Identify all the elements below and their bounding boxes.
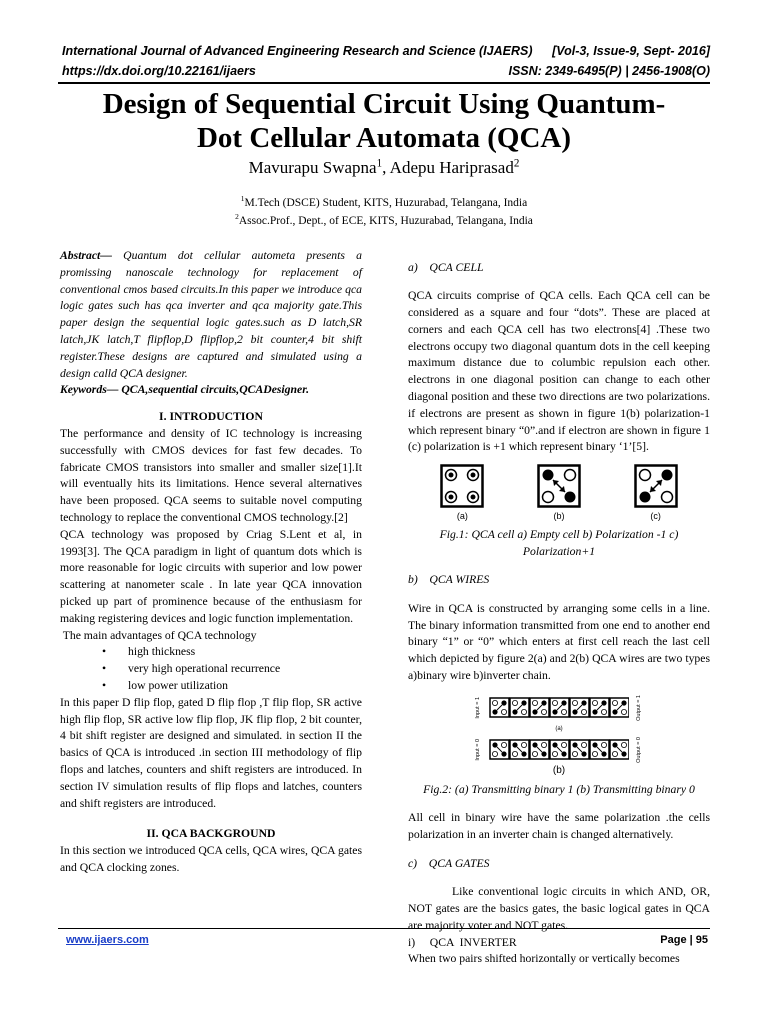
output-1-label: Output = 1: [636, 694, 642, 721]
author-2-sup: 2: [513, 157, 520, 170]
left-column: [60, 248, 362, 877]
qca-cell: [530, 698, 549, 717]
wire-a-cells: [489, 697, 629, 719]
list-item: • low power utilization: [102, 678, 362, 695]
journal-header: [62, 44, 710, 58]
input-0-label: Input = 0: [475, 739, 482, 762]
subsection-a-heading: a) QCA CELL: [408, 260, 484, 274]
affil-2-sup: 2: [235, 212, 239, 222]
fig1-label-c: (c): [650, 511, 661, 522]
qca-cell: [550, 698, 569, 717]
list-item: • very high operational recurrence: [102, 661, 362, 678]
footer-rule: [58, 928, 710, 929]
affil-2-text: Assoc.Prof., Dept., of ECE, KITS, Huzurabad, Telangana, India: [238, 215, 533, 227]
list-item: • high thickness: [102, 644, 362, 661]
journal-volume: [Vol-3, Issue-9, Sept- 2016]: [552, 44, 710, 58]
qca-cell: [490, 740, 509, 759]
title-line-2: Dot Cellular Automata (QCA): [196, 122, 571, 154]
authors: [40, 158, 728, 178]
empty-cell-diagram: [440, 464, 484, 508]
qca-gates-text: Like conventional logic circuits in which AND, OR, NOT gates are the basics gates, the basic logical gates in QCA are majority voter and NOT gates.: [408, 885, 710, 932]
binary-wire-0: [468, 737, 650, 763]
author-2: Adepu Hariprasad: [389, 158, 514, 177]
journal-subheader: [62, 64, 710, 78]
header-rule: [58, 82, 710, 84]
affil-1-sup: 1: [240, 194, 245, 204]
intro-paragraph-3: In this paper D flip flop, gated D flip flop ,T flip flop, SR active high flip flop, SR active low flip flop, JK flip flop, 2 bit counter, 4 bit shift register are designed and simulated. in section II the basics of QCA is introduced .in section III methodology of flip flops and latches, counters and shift registers are introduced. In section IV simulation results of flip flops and latches, counters and shift registers are introduced.: [60, 695, 362, 810]
qca-inverter-text: When two pairs shifted horizontally or vertically becomes: [408, 952, 680, 966]
website-link[interactable]: www.ijaers.com: [66, 934, 149, 946]
abstract-label: Abstract—: [60, 249, 112, 262]
doi-link[interactable]: https://dx.doi.org/10.22161/ijaers: [62, 64, 256, 78]
section-1-heading: I. INTRODUCTION: [159, 410, 263, 424]
journal-name: International Journal of Advanced Engineering Research and Science (IJAERS): [62, 44, 533, 58]
qca-cell: [570, 740, 589, 759]
binary-wire-1: [468, 695, 650, 721]
qca-cell: [570, 698, 589, 717]
qca-cell: [590, 740, 609, 759]
author-1-sup: 1: [376, 157, 383, 170]
figure-1-caption: Fig.1: QCA cell a) Empty cell b) Polarization -1 c) Polarization+1: [439, 527, 679, 558]
subsection-c-heading: c) QCA GATES: [408, 856, 490, 870]
advantages-list: [60, 644, 362, 694]
section-2-heading: II. QCA BACKGROUND: [146, 827, 276, 841]
qca-wires-text-2: All cell in binary wire have the same polarization .the cells polarization in an inverter chain is changed alternatively.: [408, 811, 710, 842]
qca-cell: [610, 740, 629, 759]
qca-cell: [490, 698, 509, 717]
intro-paragraph-1: The performance and density of IC technology is increasing successfully with CMOS devices for fast few decades. To fabricate CMOS transistors into smaller and smaller size[1].It will eventually hits its limitations. Hence several alternatives have been proposed. QCA seems to suitable novel computing technology to replace the conventional CMOS technology.[2]: [60, 426, 362, 524]
qca-cell-empty: [440, 464, 484, 525]
intro-paragraph-2: QCA technology was proposed by Criag S.Lent et al, in 1993[3]. The QCA paradigm in light of quantum dots which is more reasonable for logic circuits with superior and low power scattering at nanometer scale . In late year QCA innovation picked up part of prominence because of the enthusiasm for making registering devices and logic function implementation.: [60, 527, 362, 625]
qca-cell-polarization-minus: [537, 464, 581, 525]
issn: ISSN: 2349-6495(P) | 2456-1908(O): [508, 64, 710, 78]
qca-cell: [510, 740, 529, 759]
advantages-intro: The main advantages of QCA technology: [60, 628, 257, 642]
right-column: [408, 248, 710, 968]
polarization-plus-diagram: [634, 464, 678, 508]
qca-cell-text: QCA circuits comprise of QCA cells. Each QCA cell can be considered as a square and four “dots”. These are placed at corners and each QCA cell has two electrons[4] .These two electrons occupy two diagonal quantum dots in the cell keeping maximum distance due to columbic repulsion each other. electrons in one diagonal position can change to each other diagonal position and these two directions are two polarizations. if electrons are present as shown in figure 1(b) polarization-1 which represent binary “0”.and if electron are shown in figure 1 (c) polarization is +1 which represent binary ‘1’[5].: [408, 289, 710, 454]
author-1: Mavurapu Swapna: [248, 158, 377, 177]
output-0-label: Output = 0: [636, 737, 642, 764]
fig1-label-a: (a): [456, 511, 468, 522]
qca-cell: [530, 740, 549, 759]
subsection-c-i-heading: i) QCA INVERTER: [408, 935, 517, 949]
abstract: [60, 248, 362, 382]
qca-cell: [610, 698, 629, 717]
subsection-b-heading: b) QCA WIRES: [408, 573, 490, 587]
page-number: Page | 95: [660, 934, 708, 946]
title-line-1: Design of Sequential Circuit Using Quantum-: [102, 88, 666, 120]
input-1-label: Input = 1: [475, 696, 482, 719]
abstract-text: Quantum dot cellular autometa presents a promissing nanoscale technology for replacement of conventional cmos based circuits.In this paper we introduce qca logic gates such has qca inverter and qca majority gate.This paper design the sequential logic gates.such as D latch,SR latch,JK latch,T flipflop,D flipflop,2 bit counter,4 bit shift register.These designs are captured and simulated using a design calld QCA designer.: [60, 249, 362, 380]
paper-title: [40, 87, 728, 155]
affil-1-text: M.Tech (DSCE) Student, KITS, Huzurabad, Telangana, India: [244, 197, 528, 209]
author-separator: ,: [382, 158, 390, 177]
fig1-label-b: (b): [553, 511, 565, 522]
qca-wires-text: Wire in QCA is constructed by arranging some cells in a line. The binary information transmitted from one end to another end binary “1” or “0” which enters at first cell reach the last cell which depicted by figure 2(a) and 2(b) QCA wires are two types a)binary wire b)inverter chain.: [408, 601, 710, 682]
fig2-label-a: (a): [555, 725, 563, 732]
qca-cell-polarization-plus: [634, 464, 678, 525]
affiliation-2: [40, 212, 728, 227]
figure-1: [408, 464, 710, 525]
figure-2-caption: Fig.2: (a) Transmitting binary 1 (b) Transmitting binary 0: [423, 782, 695, 796]
background-paragraph-1: In this section we introduced QCA cells, QCA wires, QCA gates and QCA clocking zones.: [60, 844, 362, 874]
affiliation-1: [40, 194, 728, 209]
polarization-minus-diagram: [537, 464, 581, 508]
figure-2: [408, 695, 710, 780]
keywords: Keywords— QCA,sequential circuits,QCADesigner.: [60, 383, 310, 397]
qca-cell: [550, 740, 569, 759]
qca-cell: [510, 698, 529, 717]
fig2-label-b: (b): [552, 765, 566, 777]
wire-b-cells: [489, 739, 629, 761]
qca-cell: [590, 698, 609, 717]
